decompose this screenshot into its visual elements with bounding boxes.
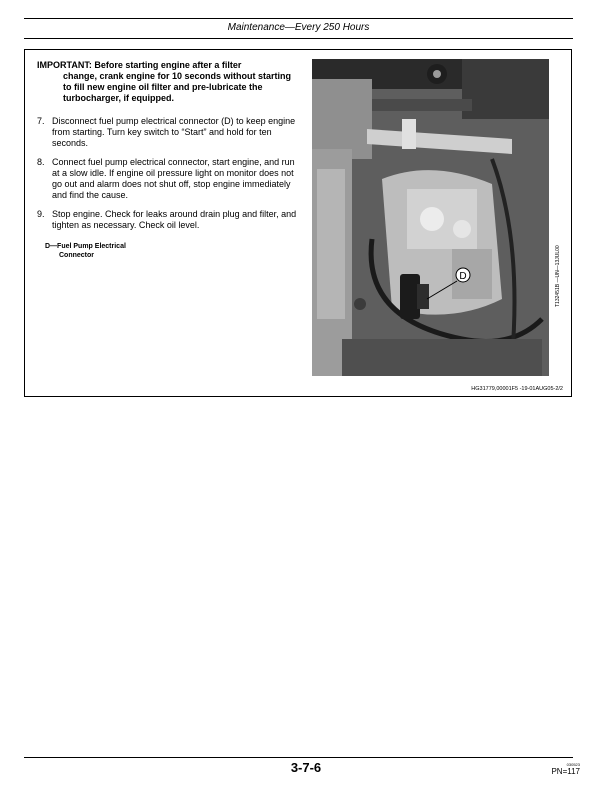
callout-d-label: D	[459, 271, 467, 282]
step-number: 7.	[37, 116, 45, 126]
engine-fuel-pump-photo	[312, 59, 549, 376]
step-item	[37, 209, 299, 231]
step-list	[37, 116, 299, 239]
step-text: Stop engine. Check for leaks around drain plug and filter, and tighten as necessary. Check oil level.	[52, 209, 297, 230]
page-header-title: Maintenance—Every 250 Hours	[227, 22, 370, 33]
footer-pn: PN=117	[551, 767, 580, 776]
header-rule-top	[24, 18, 573, 19]
footer-rule	[24, 757, 573, 758]
legend-line-1: D—Fuel Pump Electrical	[45, 243, 126, 250]
content-box	[24, 49, 572, 397]
header-rule-bottom	[24, 38, 573, 39]
legend-line-2: Connector	[59, 252, 94, 259]
document-code: HG31779,00001F5 -19-01AUG05-2/2	[471, 386, 563, 392]
footer-date: 030523	[566, 762, 580, 767]
step-item	[37, 157, 299, 201]
step-text: Connect fuel pump electrical connector, start engine, and run at a slow idle. If engine oil pressure light on monitor does not go out and alarm does not shut off, stop engine immediately and find the cause.	[52, 157, 295, 200]
figure-legend	[45, 242, 126, 260]
step-text: Disconnect fuel pump electrical connector (D) to keep engine from starting. Turn key switch to “Start” and hold for ten seconds.	[52, 116, 296, 148]
important-notice	[37, 60, 297, 104]
step-number: 9.	[37, 209, 45, 219]
important-rest: change, crank engine for 10 seconds without starting to fill new engine oil filter and pre-lubricate the turbocharger, if equipped.	[63, 71, 292, 103]
step-number: 8.	[37, 157, 45, 167]
photo-id-code: T132451B —UN—13JUL00	[555, 245, 561, 307]
engine-photo-illustration	[312, 59, 549, 376]
important-lead: IMPORTANT: Before starting engine after a filter	[37, 60, 242, 70]
page-number: 3-7-6	[290, 760, 322, 775]
step-item	[37, 116, 299, 149]
